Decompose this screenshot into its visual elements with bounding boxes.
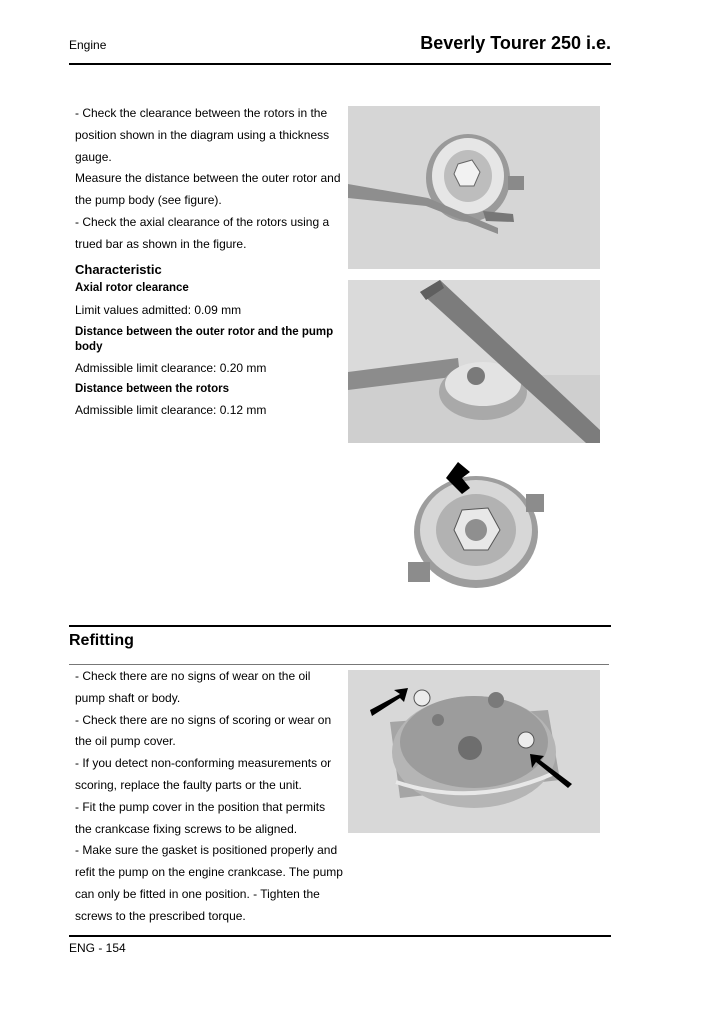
section-rule — [69, 625, 611, 627]
header-section-label: Engine — [69, 38, 107, 52]
characteristic-label: Distance between the rotors — [75, 383, 230, 395]
page-number: ENG - 154 — [69, 941, 126, 955]
characteristic-title: Characteristic — [75, 262, 162, 277]
refitting-paragraph: - Fit the pump cover in the position that permits the crankcase fixing screws to be aligned. — [75, 799, 326, 836]
check-procedure-text — [75, 103, 343, 256]
check-paragraph: Measure the distance between the outer rotor and the pump body (see figure). — [75, 171, 341, 208]
refitting-paragraph: - Check there are no signs of wear on the oil pump shaft or body. — [75, 669, 311, 705]
check-paragraph: - Check the clearance between the rotors in the position shown in the diagram using a thickness gauge. — [75, 106, 330, 164]
characteristic-value: Admissible limit clearance: 0.12 mm — [75, 403, 267, 417]
check-paragraph: - Check the axial clearance of the rotors using a trued bar as shown in the figure. — [75, 214, 330, 251]
axial-clearance-bar-image — [348, 280, 600, 443]
characteristic-label: Axial rotor clearance — [75, 282, 189, 294]
refitting-paragraph: - If you detect non-conforming measurements or scoring, replace the faulty parts or the unit. — [75, 756, 332, 792]
photo-axial-clearance-bar — [348, 280, 600, 443]
refitting-title: Refitting — [69, 632, 134, 649]
photo-pump-arrow — [404, 458, 552, 592]
photo-rotor-clearance-gauge — [348, 106, 600, 269]
rotor-clearance-gauge-image — [348, 106, 600, 269]
characteristic-value: Admissible limit clearance: 0.20 mm — [75, 361, 267, 375]
header-rule — [69, 63, 611, 65]
pump-arrow-image — [404, 458, 552, 592]
characteristic-value: Limit values admitted: 0.09 mm — [75, 303, 242, 317]
refitting-paragraph: - Check there are no signs of scoring or wear on the oil pump cover. — [75, 712, 332, 749]
refitting-procedure-text — [75, 666, 343, 928]
refitting-paragraph: - Make sure the gasket is positioned properly and refit the pump on the engine crankcase. The pump can only be fitted in one position. - Tighten the screws to the prescribed torque. — [75, 843, 343, 923]
pump-cover-screws-image — [348, 670, 600, 833]
photo-pump-cover-screws — [348, 670, 600, 833]
footer-rule — [69, 935, 611, 937]
characteristic-block — [75, 262, 343, 417]
section-subrule — [69, 664, 609, 665]
characteristic-label: Distance between the outer rotor and the pump body — [75, 326, 334, 353]
header-model-title: Beverly Tourer 250 i.e. — [420, 33, 611, 53]
